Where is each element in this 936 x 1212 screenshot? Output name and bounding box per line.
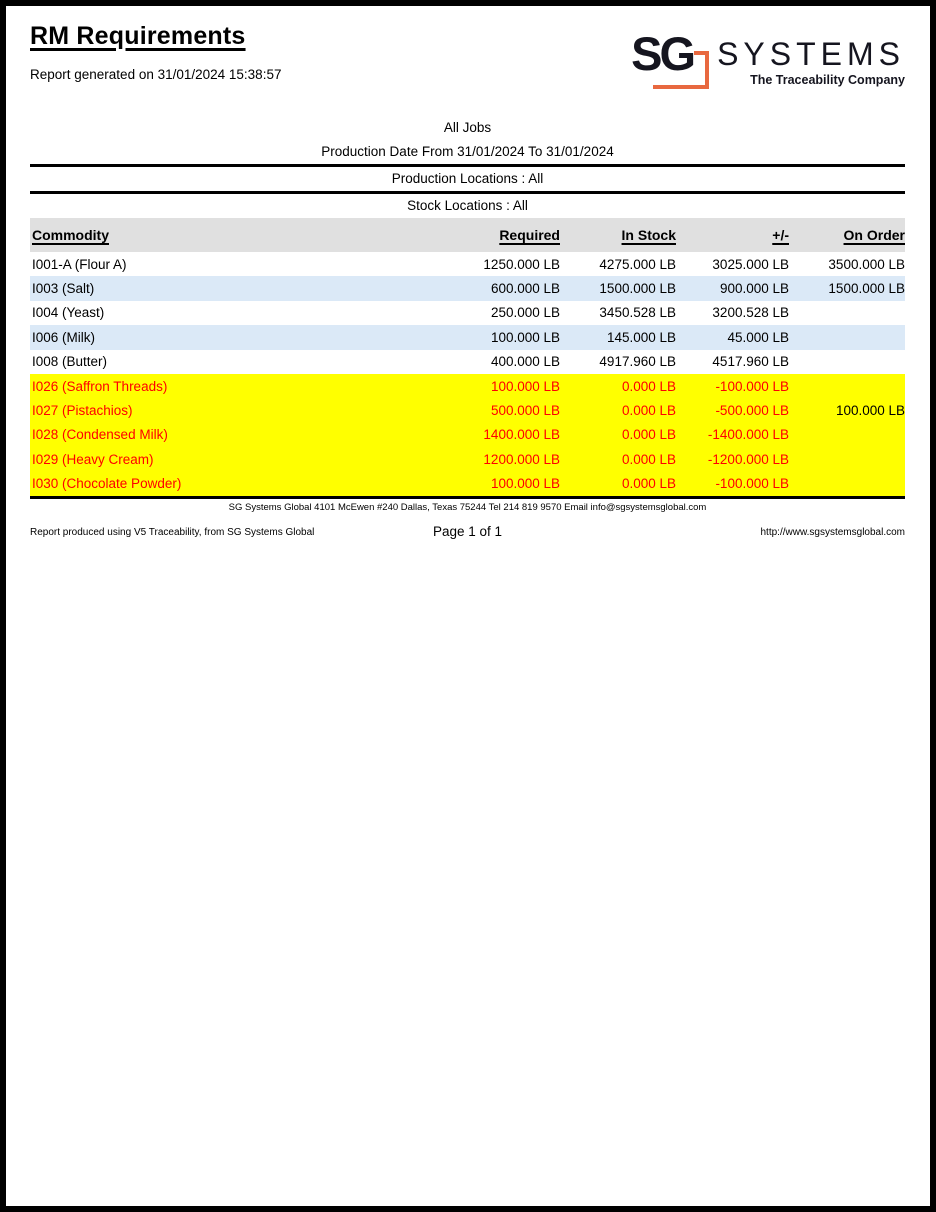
table-row <box>30 252 905 276</box>
col-header-in-stock: In Stock <box>621 227 676 243</box>
cell-commodity: I003 (Salt) <box>32 281 95 297</box>
cell-required: 100.000 LB <box>490 476 560 492</box>
cell-plus-minus: 3200.528 LB <box>712 305 789 321</box>
cell-plus-minus: -1200.000 LB <box>707 451 789 467</box>
cell-required: 400.000 LB <box>490 354 560 370</box>
cell-in-stock: 145.000 LB <box>606 329 676 345</box>
requirements-table <box>30 218 905 496</box>
cell-in-stock: 1500.000 LB <box>599 281 676 297</box>
page-title: RM Requirements <box>30 22 246 50</box>
cell-required: 500.000 LB <box>490 403 560 419</box>
cell-in-stock: 0.000 LB <box>621 476 676 492</box>
filter-date-range: Production Date From 31/01/2024 To 31/01/2024 <box>321 144 614 159</box>
cell-required: 250.000 LB <box>490 305 560 321</box>
col-header-commodity: Commodity <box>32 227 109 243</box>
cell-in-stock: 0.000 LB <box>621 378 676 394</box>
cell-commodity: I001-A (Flour A) <box>32 256 127 272</box>
footer-url: http://www.sgsystemsglobal.com <box>760 526 905 538</box>
cell-plus-minus: 45.000 LB <box>727 329 789 345</box>
cell-in-stock: 4917.960 LB <box>599 354 676 370</box>
table-body <box>30 252 905 496</box>
cell-required: 100.000 LB <box>490 378 560 394</box>
cell-on-order: 3500.000 LB <box>828 256 905 272</box>
cell-required: 1200.000 LB <box>483 451 560 467</box>
table-row <box>30 325 905 349</box>
cell-commodity: I030 (Chocolate Powder) <box>32 476 182 492</box>
cell-commodity: I029 (Heavy Cream) <box>32 451 154 467</box>
logo-tagline: The Traceability Company <box>750 73 905 87</box>
cell-commodity: I006 (Milk) <box>32 329 96 345</box>
cell-on-order: 1500.000 LB <box>828 281 905 297</box>
cell-plus-minus: -500.000 LB <box>715 403 789 419</box>
cell-in-stock: 0.000 LB <box>621 403 676 419</box>
logo-bracket-icon <box>653 51 709 89</box>
cell-in-stock: 3450.528 LB <box>599 305 676 321</box>
table-row <box>30 374 905 398</box>
table-row <box>30 423 905 447</box>
page-number: Page 1 of 1 <box>432 523 503 539</box>
cell-on-order: 100.000 LB <box>835 403 905 419</box>
col-header-plus-minus: +/- <box>772 227 789 243</box>
table-row <box>30 447 905 471</box>
company-address: SG Systems Global 4101 McEwen #240 Dallas, Texas 75244 Tel 214 819 9570 Email info@sgsystemsglobal.com <box>228 501 707 513</box>
cell-plus-minus: 4517.960 LB <box>712 354 789 370</box>
col-header-required: Required <box>499 227 560 243</box>
cell-commodity: I026 (Saffron Threads) <box>32 378 168 394</box>
sg-systems-logo <box>631 27 905 89</box>
cell-plus-minus: -100.000 LB <box>715 378 789 394</box>
logo-sg-text: SG <box>631 27 694 80</box>
cell-required: 1400.000 LB <box>483 427 560 443</box>
cell-plus-minus: 900.000 LB <box>719 281 789 297</box>
table-row <box>30 301 905 325</box>
table-row <box>30 276 905 300</box>
filter-production-locations: Production Locations : All <box>391 171 544 186</box>
cell-in-stock: 0.000 LB <box>621 451 676 467</box>
table-row <box>30 398 905 422</box>
filter-jobs: All Jobs <box>443 120 492 135</box>
logo-wordmark <box>717 30 905 87</box>
cell-required: 600.000 LB <box>490 281 560 297</box>
filter-stock-locations: Stock Locations : All <box>407 198 528 213</box>
page-footer <box>30 524 905 542</box>
table-row <box>30 350 905 374</box>
cell-in-stock: 4275.000 LB <box>599 256 676 272</box>
cell-plus-minus: -100.000 LB <box>715 476 789 492</box>
cell-commodity: I027 (Pistachios) <box>32 403 133 419</box>
logo-systems-text: SYSTEMS <box>717 36 905 72</box>
cell-commodity: I008 (Butter) <box>32 354 108 370</box>
cell-commodity: I028 (Condensed Milk) <box>32 427 168 443</box>
col-header-on-order: On Order <box>843 227 905 243</box>
logo-sg-mark <box>631 27 709 89</box>
cell-plus-minus: -1400.000 LB <box>707 427 789 443</box>
generated-timestamp: Report generated on 31/01/2024 15:38:57 <box>30 67 282 82</box>
cell-plus-minus: 3025.000 LB <box>712 256 789 272</box>
cell-required: 1250.000 LB <box>483 256 560 272</box>
table-row <box>30 472 905 496</box>
footer-produced-by: Report produced using V5 Traceability, from SG Systems Global <box>30 526 315 538</box>
cell-commodity: I004 (Yeast) <box>32 305 105 321</box>
table-bottom-divider <box>30 496 905 499</box>
table-header-row <box>30 218 905 252</box>
cell-required: 100.000 LB <box>490 329 560 345</box>
cell-in-stock: 0.000 LB <box>621 427 676 443</box>
report-filters <box>30 116 905 218</box>
